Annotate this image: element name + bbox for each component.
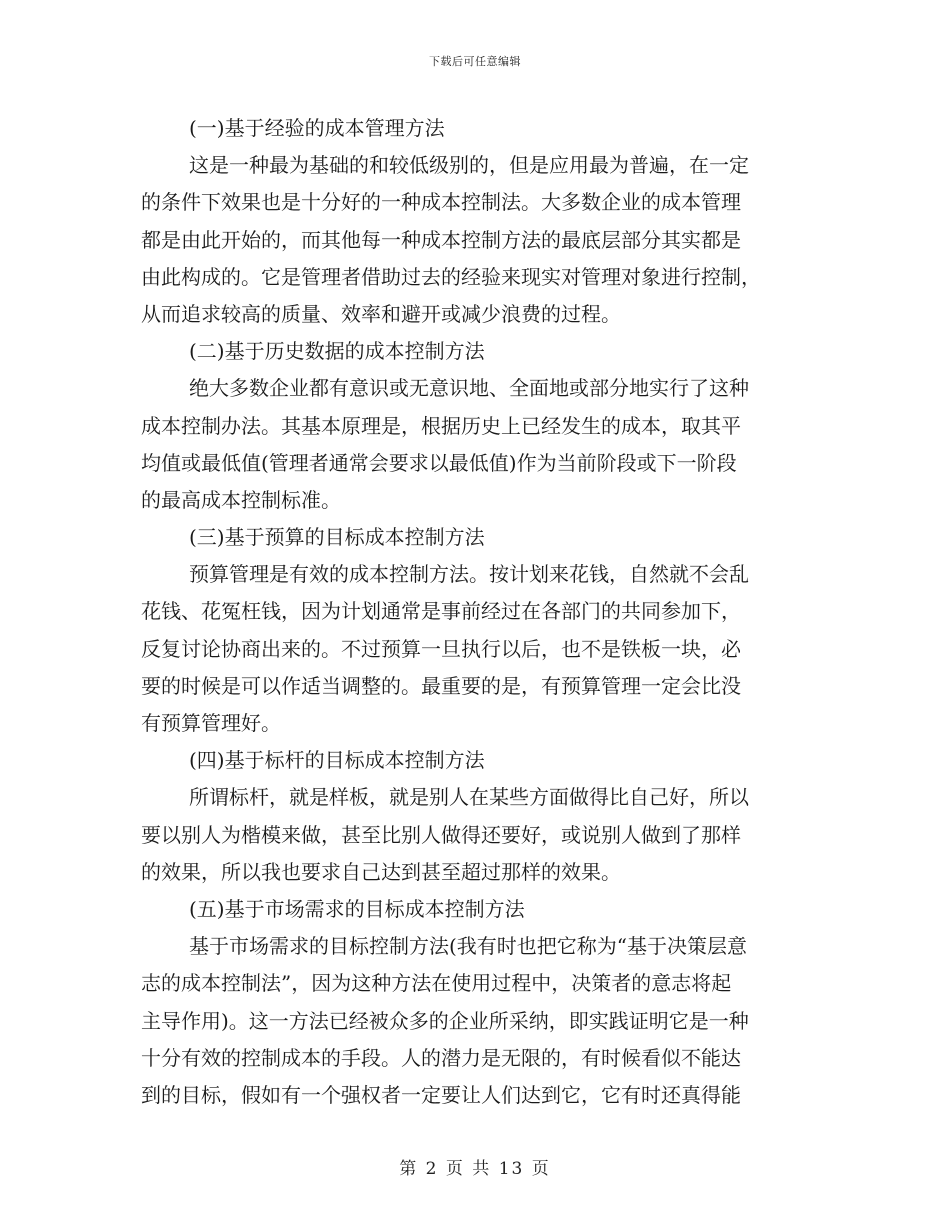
section-heading: (一)基于经验的成本管理方法	[189, 116, 445, 140]
paragraph-line: 这是一种最为基础的和较低级别的，但是应用最为普遍，在一定	[189, 153, 749, 178]
section-heading: (四)基于标杆的目标成本控制方法	[189, 748, 485, 773]
paragraph-line: 都是由此开始的，而其他每一种成本控制方法的最底层部分其实都是	[141, 227, 741, 252]
page-header: 下载后可任意编辑	[429, 55, 521, 68]
paragraph-line: 主导作用)。这一方法已经被众多的企业所采纳，即实践证明它是一种	[141, 1008, 749, 1033]
section-heading: (三)基于预算的目标成本控制方法	[189, 525, 485, 550]
paragraph-line: 要以别人为楷模来做，甚至比别人做得还要好，或说别人做到了那样	[141, 822, 741, 847]
paragraph-line: 十分有效的控制成本的手段。人的潜力是无限的，有时候看似不能达	[141, 1045, 741, 1070]
paragraph-line: 志的成本控制法”，因为这种方法在使用过程中，决策者的意志将起	[141, 971, 732, 996]
paragraph-line: 从而追求较高的质量、效率和避开或减少浪费的过程。	[141, 301, 621, 326]
section-heading: (五)基于市场需求的目标成本控制方法	[189, 896, 525, 921]
paragraph-line: 绝大多数企业都有意识或无意识地、全面地或部分地实行了这种	[189, 376, 749, 401]
section-heading: (二)基于历史数据的成本控制方法	[189, 339, 485, 364]
paragraph-line: 由此构成的。它是管理者借助过去的经验来现实对管理对象进行控制，	[141, 264, 761, 289]
paragraph-line: 基于市场需求的目标控制方法(我有时也把它称为“基于决策层意	[189, 934, 748, 959]
paragraph-line: 成本控制办法。其基本原理是，根据历史上已经发生的成本，取其平	[141, 413, 741, 438]
paragraph-line: 所谓标杆，就是样板，就是别人在某些方面做得比自己好，所以	[189, 785, 749, 810]
page-footer: 第 2 页 共 13 页	[399, 1159, 551, 1179]
paragraph-line: 的条件下效果也是十分好的一种成本控制法。大多数企业的成本管理	[141, 190, 741, 215]
paragraph-line: 有预算管理好。	[141, 711, 281, 735]
paragraph-line: 均值或最低值(管理者通常会要求以最低值)作为当前阶段或下一阶段	[141, 450, 737, 475]
paragraph-line: 花钱、花冤枉钱，因为计划通常是事前经过在各部门的共同参加下，	[141, 599, 741, 624]
paragraph-line: 要的时候是可以作适当调整的。最重要的是，有预算管理一定会比没	[141, 673, 741, 698]
paragraph-line: 的效果，所以我也要求自己达到甚至超过那样的效果。	[141, 859, 621, 884]
document-body	[141, 110, 811, 1114]
paragraph-line: 的最高成本控制标准。	[141, 487, 341, 512]
paragraph-line: 反复讨论协商出来的。不过预算一旦执行以后，也不是铁板一块，必	[141, 636, 741, 661]
paragraph-line: 预算管理是有效的成本控制方法。按计划来花钱，自然就不会乱	[189, 562, 749, 587]
paragraph-line: 到的目标，假如有一个强权者一定要让人们达到它，它有时还真得能	[141, 1082, 741, 1107]
